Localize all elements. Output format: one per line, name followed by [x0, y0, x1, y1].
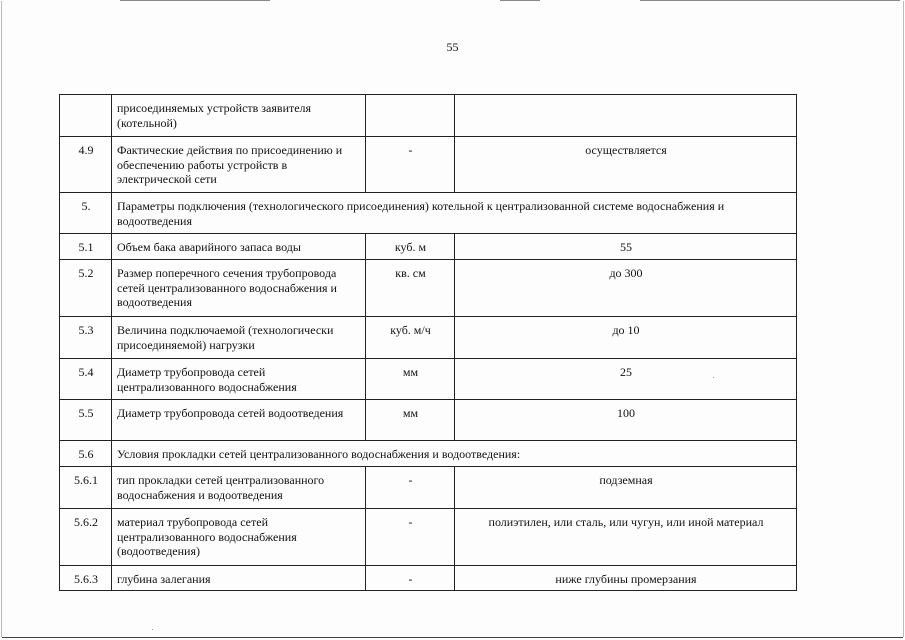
- row-description: тип прокладки сетей централизованного водоснабжения и водоотведения: [112, 467, 366, 509]
- row-value: до 10: [455, 317, 797, 359]
- table-row: [60, 260, 797, 317]
- parameters-table: [59, 94, 797, 591]
- row-unit: -: [366, 137, 455, 193]
- row-description: Величина подключаемой (технологически присоединяемой) нагрузки: [112, 317, 366, 359]
- row-description: Диаметр трубопровода сетей водоотведения: [112, 400, 366, 441]
- row-number: 5.5: [60, 400, 112, 441]
- scan-speck: [152, 629, 153, 630]
- row-description: Фактические действия по присоединению и обеспечению работы устройств в электрической сети: [112, 137, 366, 193]
- row-unit: куб. м: [366, 234, 455, 260]
- table-row: [60, 509, 797, 566]
- row-number: 5.6.2: [60, 509, 112, 566]
- table-row: [60, 566, 797, 591]
- row-value: подземная: [455, 467, 797, 509]
- section-title: Условия прокладки сетей централизованного водоснабжения и водоотведения:: [112, 441, 797, 467]
- row-value: 25: [455, 359, 797, 400]
- scan-bottom-line: [2, 637, 903, 638]
- row-value: до 300: [455, 260, 797, 317]
- table-row: [60, 234, 797, 260]
- page-number: 55: [446, 40, 459, 54]
- row-description: Объем бака аварийного запаса воды: [112, 234, 366, 260]
- row-number: 5.3: [60, 317, 112, 359]
- row-description: [112, 95, 366, 137]
- table-section-row: [60, 441, 797, 467]
- scan-edge-line: [120, 0, 270, 1]
- table-section-row: [60, 193, 797, 234]
- row-unit: кв. см: [366, 260, 455, 317]
- row-value: ниже глубины промерзания: [455, 566, 797, 591]
- table-row: [60, 95, 797, 137]
- row-unit: -: [366, 467, 455, 509]
- row-number: 5.1: [60, 234, 112, 260]
- table-row: [60, 317, 797, 359]
- row-unit: -: [366, 566, 455, 591]
- row-value: осуществляется: [455, 137, 797, 193]
- scan-edge-line: [500, 0, 540, 1]
- row-number: 5.4: [60, 359, 112, 400]
- row-unit: куб. м/ч: [366, 317, 455, 359]
- row-description: материал трубопровода сетей централизованного водоснабжения (водоотведения): [112, 509, 366, 566]
- row-number: 5.: [60, 193, 112, 234]
- row-unit: [366, 95, 455, 137]
- row-value: [455, 95, 797, 137]
- row-description: глубина залегания: [112, 566, 366, 591]
- row-description: Диаметр трубопровода сетей централизованного водоснабжения: [112, 359, 366, 400]
- scan-edge-line: [640, 0, 900, 1]
- row-description-line: присоединяемых устройств заявителя: [117, 101, 312, 115]
- table-row: [60, 359, 797, 400]
- table-row: [60, 137, 797, 193]
- scan-speck: [713, 377, 714, 378]
- row-value: 55: [455, 234, 797, 260]
- table-row: [60, 400, 797, 441]
- row-number: [60, 95, 112, 137]
- row-description: Размер поперечного сечения трубопровода сетей централизованного водоснабжения и водоотведения: [112, 260, 366, 317]
- row-value: 100: [455, 400, 797, 441]
- row-value: полиэтилен, или сталь, или чугун, или иной материал: [455, 509, 797, 566]
- row-number: 5.6.3: [60, 566, 112, 591]
- row-unit: мм: [366, 359, 455, 400]
- row-number: 5.6.1: [60, 467, 112, 509]
- row-unit: -: [366, 509, 455, 566]
- row-number: 4.9: [60, 137, 112, 193]
- row-description-line: (котельной): [117, 115, 177, 130]
- row-unit: мм: [366, 400, 455, 441]
- table-row: [60, 467, 797, 509]
- row-number: 5.6: [60, 441, 112, 467]
- section-title: Параметры подключения (технологического присоединения) котельной к централизованной системе водоснабжения и водоотведения: [112, 193, 797, 234]
- row-number: 5.2: [60, 260, 112, 317]
